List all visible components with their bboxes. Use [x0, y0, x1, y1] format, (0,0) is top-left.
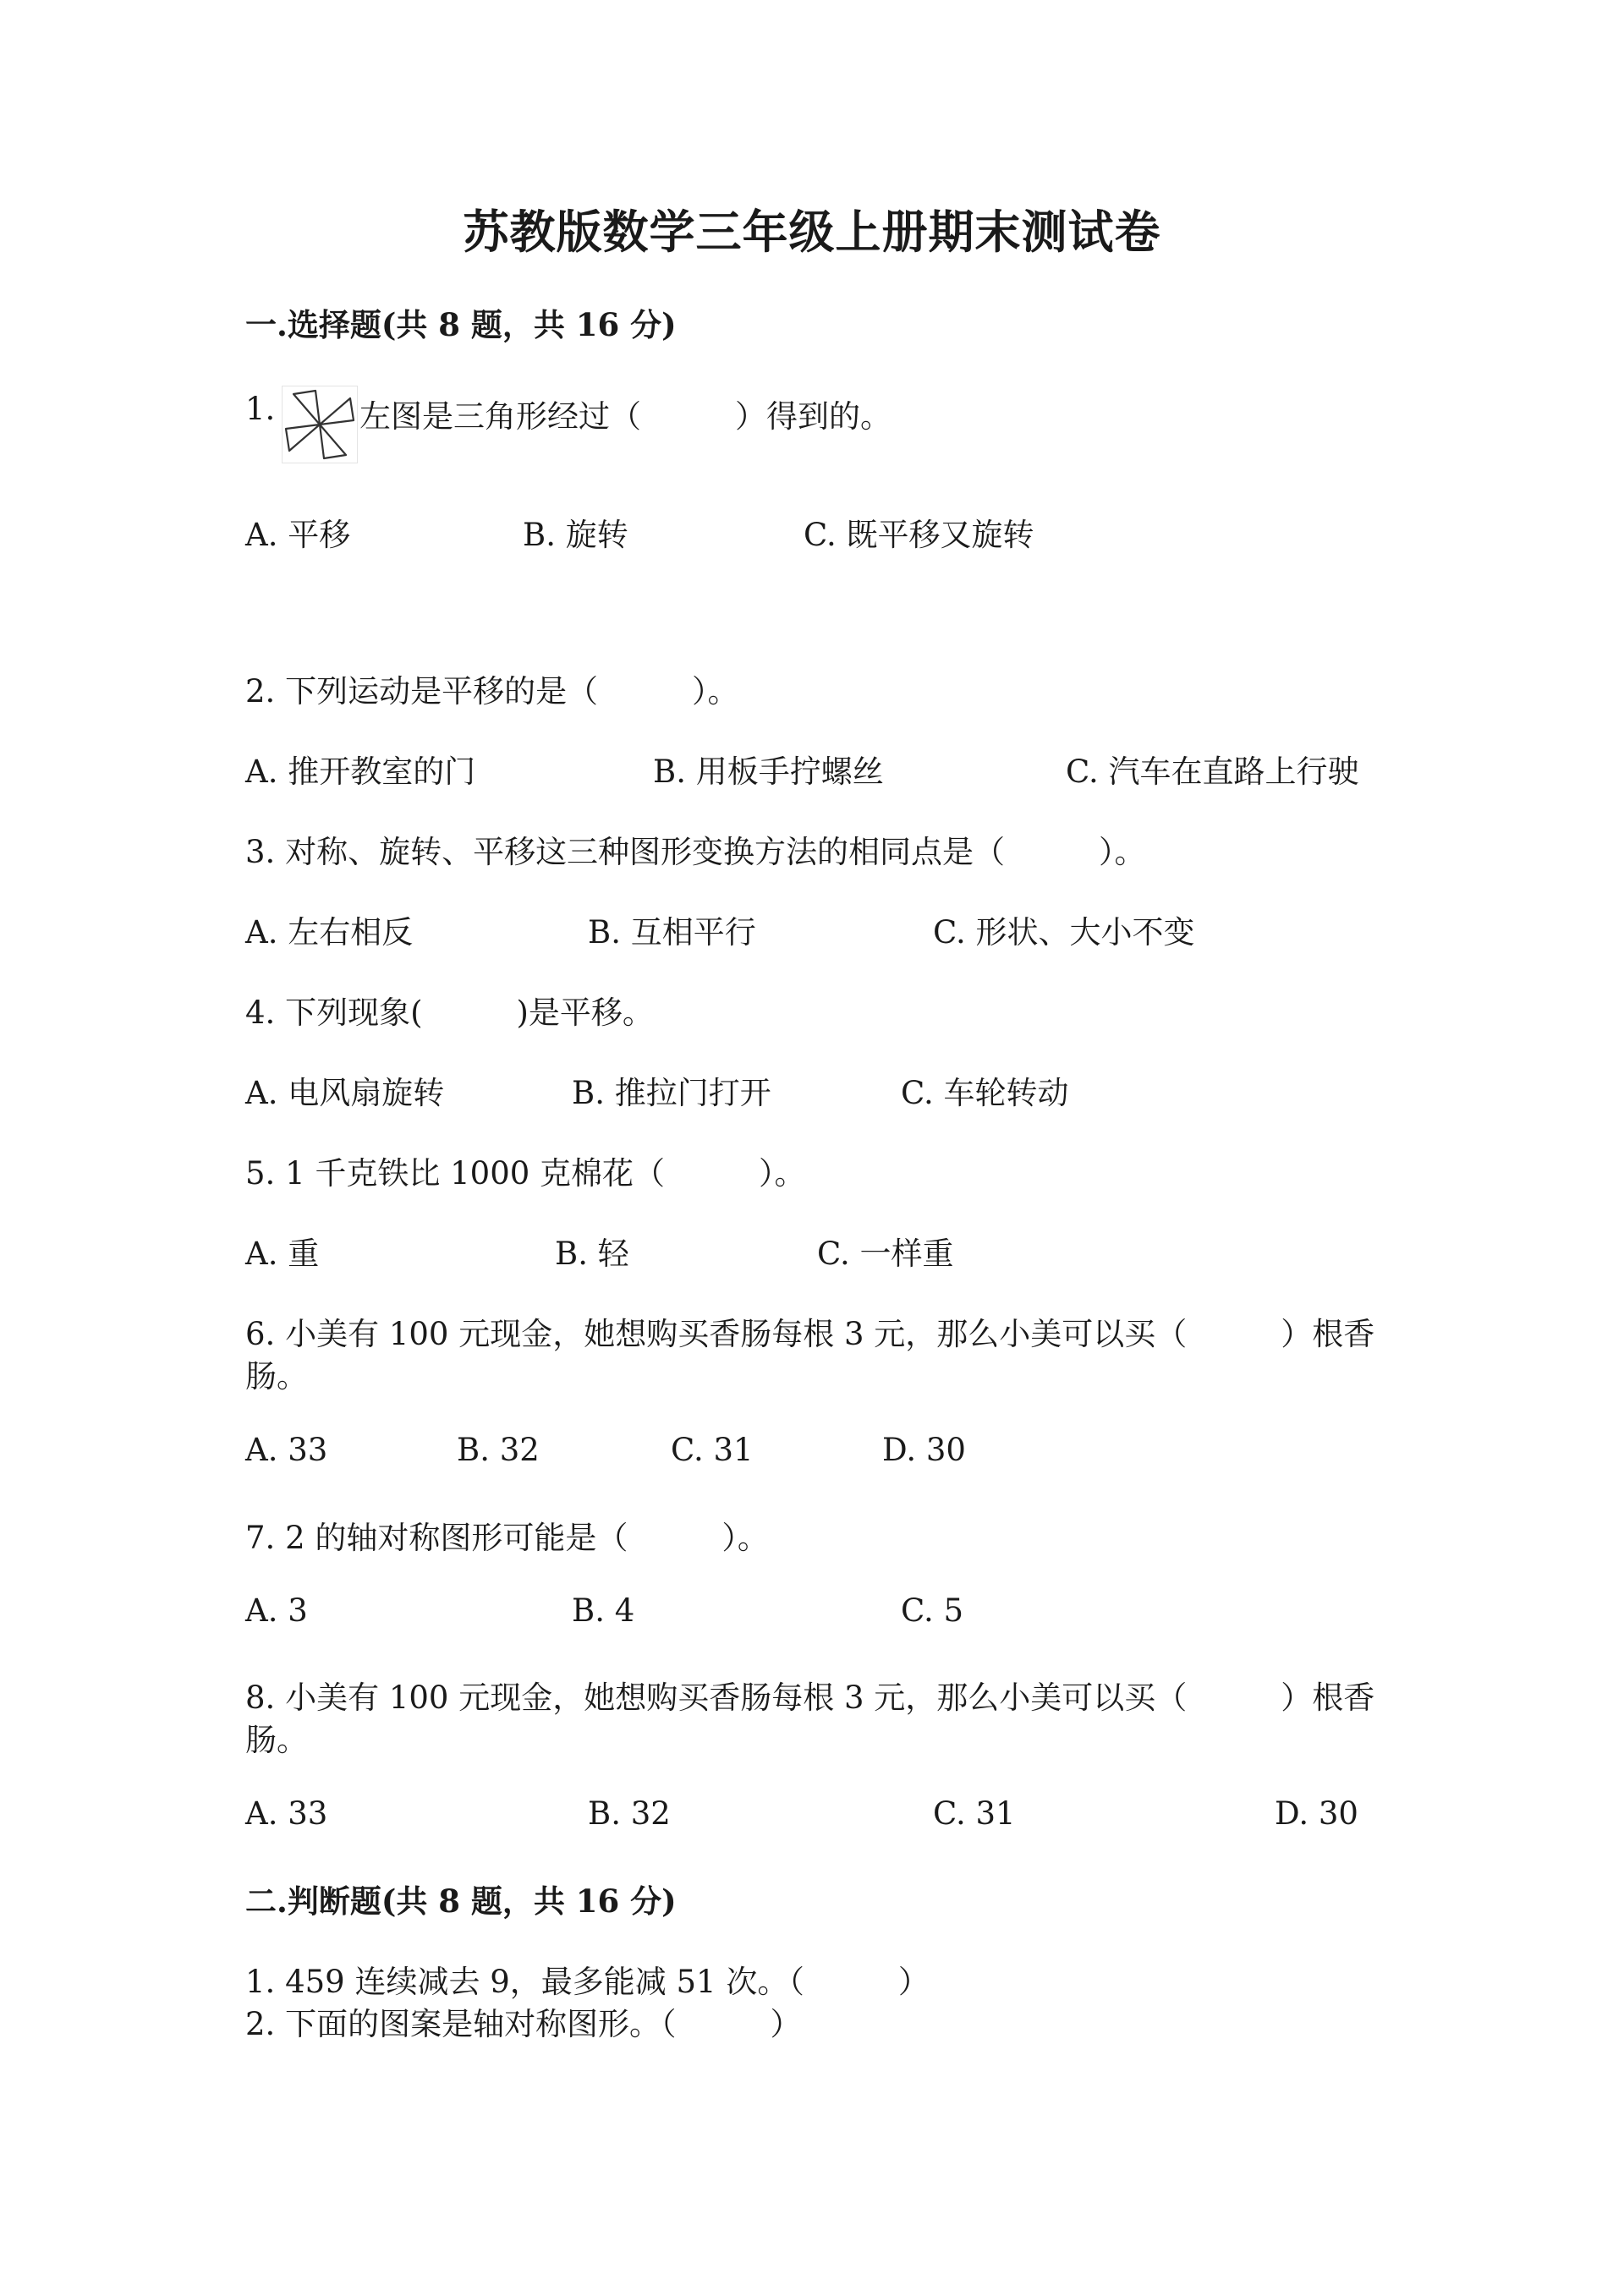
pinwheel-triangles-icon	[282, 386, 358, 463]
question-6-text-line1: 6. 小美有 100 元现金，她想购买香肠每根 3 元，那么小美可以买（ ）根香	[245, 1316, 1375, 1352]
judgement-1-text: 1. 459 连续减去 9，最多能减 51 次。（ ）	[245, 1964, 930, 2000]
q6-option-c[interactable]: C. 31	[671, 1432, 754, 1468]
question-4-text: 4. 下列现象( )是平移。	[245, 995, 654, 1031]
q2-option-b[interactable]: B. 用板手拧螺丝	[653, 753, 884, 790]
q7-option-c[interactable]: C. 5	[901, 1592, 964, 1629]
question-3-text: 3. 对称、旋转、平移这三种图形变换方法的相同点是（ ）。	[245, 834, 1146, 870]
question-2-text: 2. 下列运动是平移的是（ ）。	[245, 673, 739, 710]
q3-option-c[interactable]: C. 形状、大小不变	[933, 914, 1195, 951]
q1-option-a[interactable]: A. 平移	[245, 517, 351, 553]
section-heading-choice: 一.选择题(共 8 题，共 16 分)	[245, 306, 677, 343]
q6-option-b[interactable]: B. 32	[457, 1432, 540, 1468]
q2-option-a[interactable]: A. 推开教室的门	[245, 753, 476, 790]
q4-option-c[interactable]: C. 车轮转动	[901, 1075, 1069, 1111]
q3-option-b[interactable]: B. 互相平行	[588, 914, 756, 951]
q7-option-b[interactable]: B. 4	[572, 1592, 635, 1629]
section-heading-true-false: 二.判断题(共 8 题，共 16 分)	[245, 1882, 677, 1920]
q4-option-b[interactable]: B. 推拉门打开	[572, 1075, 771, 1111]
q8-option-a[interactable]: A. 33	[245, 1795, 328, 1832]
question-6-text-line2: 肠。	[245, 1358, 308, 1395]
q8-option-d[interactable]: D. 30	[1275, 1795, 1358, 1832]
q3-option-a[interactable]: A. 左右相反	[245, 914, 414, 951]
q5-option-c[interactable]: C. 一样重	[817, 1236, 954, 1272]
q6-option-d[interactable]: D. 30	[882, 1432, 966, 1468]
question-1-number: 1.	[245, 391, 276, 427]
q4-option-a[interactable]: A. 电风扇旋转	[245, 1075, 445, 1111]
q8-option-b[interactable]: B. 32	[588, 1795, 671, 1832]
q6-option-a[interactable]: A. 33	[245, 1432, 328, 1468]
judgement-2-text: 2. 下面的图案是轴对称图形。（ ）	[245, 2006, 802, 2042]
page-title: 苏教版数学三年级上册期末测试卷	[463, 205, 1161, 259]
question-8-text-line2: 肠。	[245, 1722, 308, 1758]
question-8-text-line1: 8. 小美有 100 元现金，她想购买香肠每根 3 元，那么小美可以买（ ）根香	[245, 1680, 1375, 1716]
q1-option-b[interactable]: B. 旋转	[523, 517, 628, 553]
q1-option-c[interactable]: C. 既平移又旋转	[804, 517, 1034, 553]
question-7-text: 7. 2 的轴对称图形可能是（ ）。	[245, 1520, 769, 1556]
q5-option-b[interactable]: B. 轻	[555, 1236, 629, 1272]
q7-option-a[interactable]: A. 3	[245, 1592, 308, 1629]
q2-option-c[interactable]: C. 汽车在直路上行驶	[1066, 753, 1359, 790]
q8-option-c[interactable]: C. 31	[933, 1795, 1016, 1832]
question-1-text: 左图是三角形经过（ ）得到的。	[359, 398, 892, 435]
question-5-text: 5. 1 千克铁比 1000 克棉花（ ）。	[245, 1155, 806, 1192]
q5-option-a[interactable]: A. 重	[245, 1236, 320, 1272]
